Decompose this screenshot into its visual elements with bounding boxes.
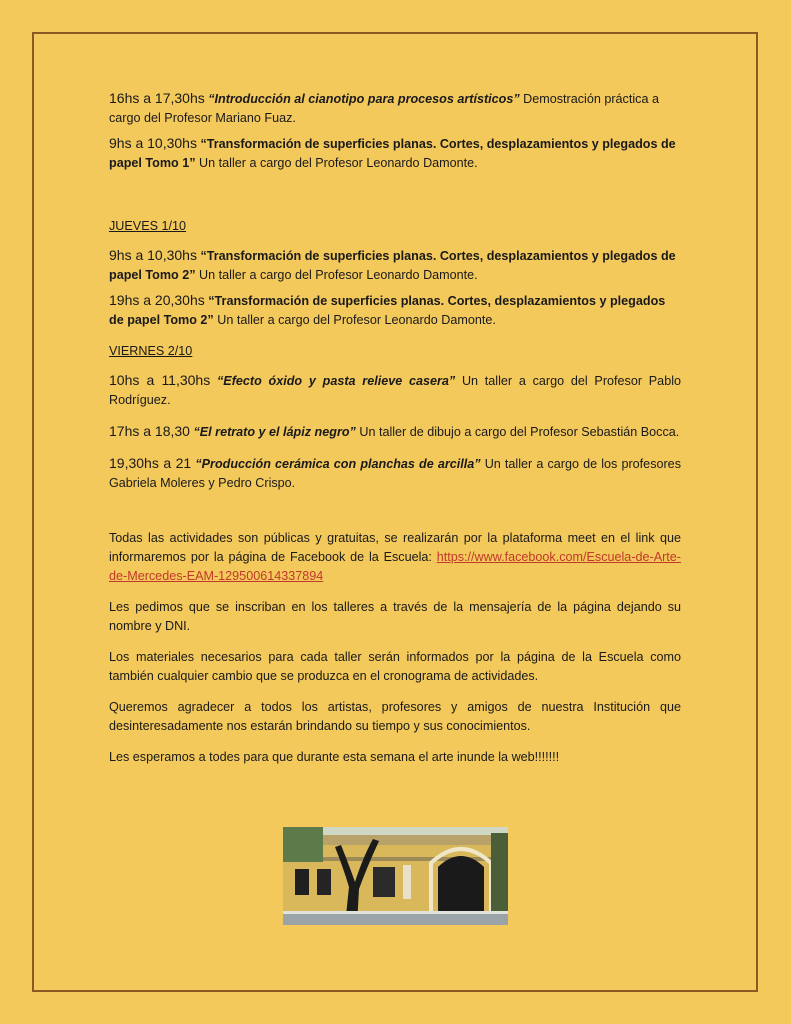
item-description: Un taller a cargo del Profesor Pablo Rodríguez. — [109, 374, 681, 407]
schedule-item — [109, 454, 681, 493]
info-paragraph — [109, 529, 681, 586]
item-title: “Transformación de superficies planas. Cortes, desplazamientos y plegados de papel Tomo 2” — [109, 249, 676, 282]
schedule-item — [109, 371, 681, 410]
schedule-item — [109, 291, 681, 330]
info-paragraph: Los materiales necesarios para cada taller serán informados por la página de la Escuela como también cualquier cambio que se produzca en el cronograma de actividades. — [109, 650, 681, 683]
item-title: “Producción cerámica con planchas de arcilla” — [195, 457, 481, 471]
facebook-link[interactable]: https://www.facebook.com/Escuela-de-Arte-de-Mercedes-EAM-129500614337894 — [109, 550, 681, 583]
item-description: Un taller a cargo del Profesor Leonardo Damonte. — [195, 156, 478, 170]
item-description: Un taller a cargo de los profesores Gabriela Moleres y Pedro Crispo. — [109, 457, 681, 490]
info-text: Todas las actividades son públicas y gratuitas, se realizarán por la plataforma meet en el link que informaremos por la página de Facebook de la Escuela: — [109, 531, 681, 564]
item-description: Un taller a cargo del Profesor Leonardo Damonte. — [213, 313, 496, 327]
item-description: Un taller de dibujo a cargo del Profesor Sebastián Bocca. — [355, 425, 680, 439]
item-title: “Transformación de superficies planas. Cortes, desplazamientos y plegados de papel Tomo 2” — [109, 294, 666, 327]
item-description: Un taller a cargo del Profesor Leonardo Damonte. — [195, 268, 478, 282]
info-paragraph: Queremos agradecer a todos los artistas, profesores y amigos de nuestra Institución que desinteresadamente nos estarán brindando su tiempo y sus conocimientos. — [109, 700, 681, 733]
item-time: 19hs a 20,30hs — [109, 292, 205, 308]
item-time: 9hs a 10,30hs — [109, 247, 197, 263]
closing-paragraph: Les esperamos a todes para que durante esta semana el arte inunde la web!!!!!!! — [109, 750, 560, 764]
item-time: 17hs a 18,30 — [109, 423, 190, 439]
schedule-item — [109, 134, 681, 173]
item-time: 9hs a 10,30hs — [109, 135, 197, 151]
day-heading-viernes: VIERNES 2/10 — [109, 344, 193, 358]
item-title: “Efecto óxido y pasta relieve casera” — [217, 374, 456, 388]
item-time: 16hs a 17,30hs — [109, 90, 205, 106]
item-title: “Introducción al cianotipo para procesos artísticos” — [208, 92, 520, 106]
school-building-photo — [283, 827, 508, 925]
item-description: Demostración práctica a cargo del Profesor Mariano Fuaz. — [109, 92, 659, 125]
schedule-item — [109, 246, 681, 285]
schedule-item — [109, 422, 681, 442]
info-paragraph: Les pedimos que se inscriban en los talleres a través de la mensajería de la página dejando su nombre y DNI. — [109, 600, 681, 633]
schedule-item — [109, 89, 681, 128]
item-title: “Transformación de superficies planas. Cortes, desplazamientos y plegados de papel Tomo 1” — [109, 137, 676, 170]
item-time: 10hs a 11,30hs — [109, 372, 211, 388]
document-body — [109, 89, 681, 779]
day-heading-jueves: JUEVES 1/10 — [109, 219, 187, 233]
item-time: 19,30hs a 21 — [109, 455, 192, 471]
item-title: “El retrato y el lápiz negro” — [193, 425, 356, 439]
